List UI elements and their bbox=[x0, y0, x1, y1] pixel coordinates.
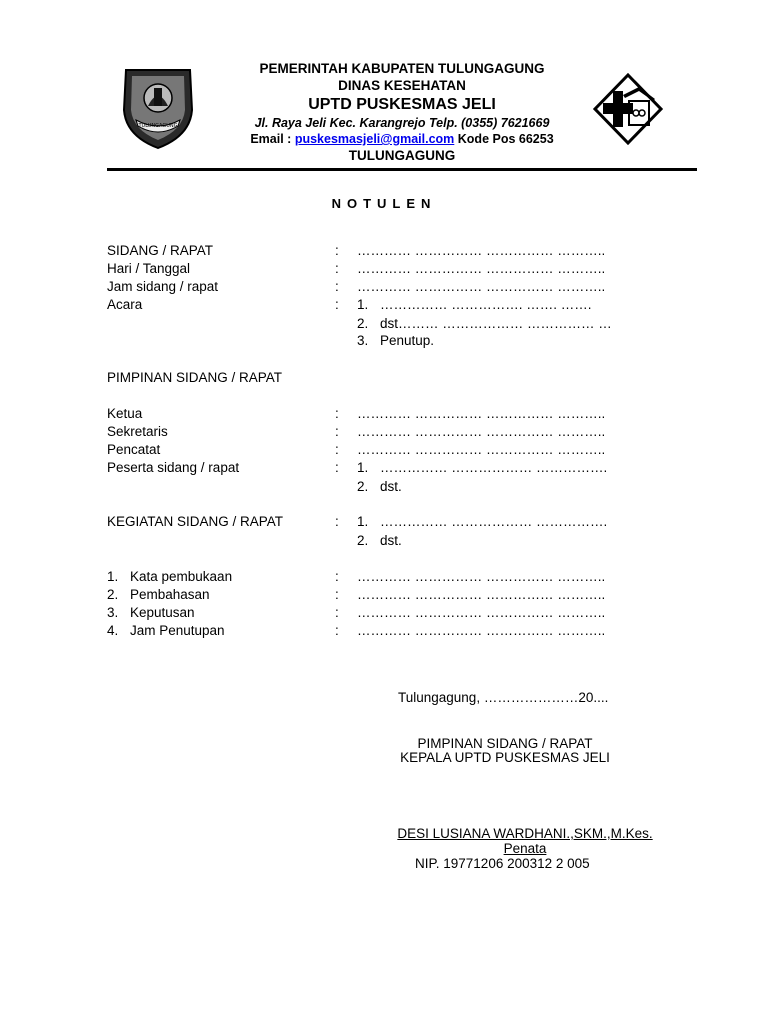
acara-num: 2. bbox=[357, 316, 369, 331]
signatory-rank: Penata bbox=[503, 841, 547, 856]
header-puskesmas: UPTD PUSKESMAS JELI bbox=[308, 96, 496, 113]
agenda-num: 3. bbox=[107, 605, 119, 620]
agenda-label: Jam Penutupan bbox=[130, 623, 225, 638]
jam-label: Jam sidang / rapat bbox=[107, 279, 219, 294]
puskesmas-logo bbox=[593, 73, 663, 145]
agenda-num: 4. bbox=[107, 623, 119, 638]
kegiatan-item: dst. bbox=[380, 533, 402, 548]
colon: : bbox=[335, 514, 339, 529]
header-government: PEMERINTAH KABUPATEN TULUNGAGUNG bbox=[259, 61, 545, 76]
tulungagung-emblem bbox=[118, 66, 198, 152]
email-label: Email : bbox=[250, 132, 295, 146]
place-date: Tulungagung, …………………20.... bbox=[398, 690, 609, 705]
header-department: DINAS KESEHATAN bbox=[338, 78, 466, 93]
agenda-value: ………… …………… …………… ……….. bbox=[357, 623, 606, 638]
acara-item: dst……… ……………… …………… … bbox=[380, 316, 612, 331]
acara-item: …………… ……………. ……. ……. bbox=[380, 297, 592, 312]
colon: : bbox=[335, 279, 339, 294]
signatory-office: KEPALA UPTD PUSKESMAS JELI bbox=[400, 750, 610, 765]
colon: : bbox=[335, 442, 339, 457]
kegiatan-item: …………… ……………… ……………. bbox=[380, 514, 608, 529]
colon: : bbox=[335, 460, 339, 475]
colon: : bbox=[335, 261, 339, 276]
peserta-num: 2. bbox=[357, 479, 369, 494]
postal-code: Kode Pos 66253 bbox=[454, 132, 554, 146]
peserta-num: 1. bbox=[357, 460, 369, 475]
ketua-value: ………… …………… …………… ……….. bbox=[357, 406, 606, 421]
agenda-label: Keputusan bbox=[130, 605, 195, 620]
jam-value: ………… …………… …………… ……….. bbox=[357, 279, 606, 294]
email-link[interactable]: puskesmasjeli@gmail.com bbox=[294, 132, 455, 146]
kegiatan-num: 1. bbox=[357, 514, 369, 529]
colon: : bbox=[335, 623, 339, 638]
agenda-value: ………… …………… …………… ……….. bbox=[357, 587, 606, 602]
signatory-role: PIMPINAN SIDANG / RAPAT bbox=[417, 736, 593, 751]
signatory-name: DESI LUSIANA WARDHANI.,SKM.,M.Kes. bbox=[397, 826, 653, 841]
document-title: NOTULEN bbox=[331, 196, 437, 211]
pimpinan-heading: PIMPINAN SIDANG / RAPAT bbox=[107, 370, 283, 385]
colon: : bbox=[335, 424, 339, 439]
sekretaris-label: Sekretaris bbox=[107, 424, 168, 439]
sidang-value: ………… …………… …………… ……….. bbox=[357, 243, 606, 258]
hari-value: ………… …………… …………… ……….. bbox=[357, 261, 606, 276]
sekretaris-value: ………… …………… …………… ……….. bbox=[357, 424, 606, 439]
peserta-item: dst. bbox=[380, 479, 402, 494]
colon: : bbox=[335, 243, 339, 258]
header-contact bbox=[200, 132, 604, 146]
kegiatan-label: KEGIATAN SIDANG / RAPAT bbox=[107, 514, 284, 529]
agenda-label: Pembahasan bbox=[130, 587, 210, 602]
header-divider bbox=[107, 168, 697, 171]
acara-num: 1. bbox=[357, 297, 369, 312]
pencatat-value: ………… …………… …………… ……….. bbox=[357, 442, 606, 457]
header-address: Jl. Raya Jeli Kec. Karangrejo Telp. (0355) 7621669 bbox=[254, 116, 550, 130]
pencatat-label: Pencatat bbox=[107, 442, 161, 457]
colon: : bbox=[335, 569, 339, 584]
acara-label: Acara bbox=[107, 297, 143, 312]
acara-item: Penutup. bbox=[380, 333, 435, 348]
header-city: TULUNGAGUNG bbox=[348, 148, 456, 163]
emblem-caption: TULUNGAGUNG bbox=[138, 123, 178, 129]
signatory-nip: NIP. 19771206 200312 2 005 bbox=[415, 856, 590, 871]
agenda-value: ………… …………… …………… ……….. bbox=[357, 605, 606, 620]
agenda-num: 1. bbox=[107, 569, 119, 584]
acara-num: 3. bbox=[357, 333, 369, 348]
kegiatan-num: 2. bbox=[357, 533, 369, 548]
colon: : bbox=[335, 605, 339, 620]
hari-label: Hari / Tanggal bbox=[107, 261, 191, 276]
colon: : bbox=[335, 297, 339, 312]
agenda-num: 2. bbox=[107, 587, 119, 602]
ketua-label: Ketua bbox=[107, 406, 143, 421]
colon: : bbox=[335, 587, 339, 602]
sidang-label: SIDANG / RAPAT bbox=[107, 243, 214, 258]
colon: : bbox=[335, 406, 339, 421]
peserta-label: Peserta sidang / rapat bbox=[107, 460, 240, 475]
agenda-label: Kata pembukaan bbox=[130, 569, 233, 584]
agenda-value: ………… …………… …………… ……….. bbox=[357, 569, 606, 584]
peserta-item: …………… ……………… ……………. bbox=[380, 460, 608, 475]
